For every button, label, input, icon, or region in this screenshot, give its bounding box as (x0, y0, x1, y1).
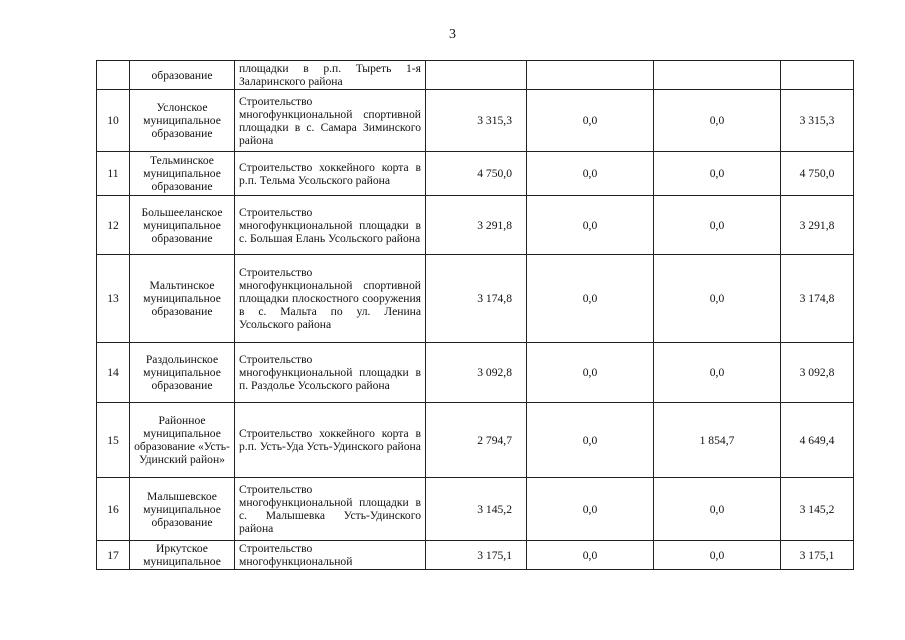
table-row (97, 90, 854, 152)
value-column-2: 0,0 (527, 152, 654, 196)
object-description: Строительство многофункциональной спортивной площадки в с. Самара Зиминского района (235, 90, 426, 152)
value-column-2 (527, 61, 654, 90)
value-column-3: 0,0 (654, 196, 781, 255)
municipality-name: Тельминское муниципальное образование (130, 152, 235, 196)
municipality-name: Услонское муниципальное образование (130, 90, 235, 152)
object-description: Строительство многофункциональной площадки в с. Малышевка Усть-Удинского района (235, 478, 426, 541)
table-row (97, 196, 854, 255)
row-number: 11 (97, 152, 130, 196)
municipality-name: Малышевское муниципальное образование (130, 478, 235, 541)
value-column-3 (654, 61, 781, 90)
municipality-name: образование (130, 61, 235, 90)
row-number: 17 (97, 541, 130, 570)
value-column-3: 0,0 (654, 343, 781, 403)
value-column-3: 0,0 (654, 152, 781, 196)
value-column-4: 3 175,1 (781, 541, 854, 570)
value-column-4: 3 315,3 (781, 90, 854, 152)
object-description: Строительство многофункциональной площадки в п. Раздолье Усольского района (235, 343, 426, 403)
value-column-3: 0,0 (654, 478, 781, 541)
municipality-name: Мальтинское муниципальное образование (130, 255, 235, 343)
value-column-2: 0,0 (527, 343, 654, 403)
value-column-3: 1 854,7 (654, 403, 781, 478)
row-number: 15 (97, 403, 130, 478)
value-column-2: 0,0 (527, 255, 654, 343)
page-number: 3 (449, 27, 456, 42)
value-column-2: 0,0 (527, 403, 654, 478)
value-column-4: 3 145,2 (781, 478, 854, 541)
value-column-4: 3 092,8 (781, 343, 854, 403)
municipality-name: Большееланское муниципальное образование (130, 196, 235, 255)
row-number: 12 (97, 196, 130, 255)
value-column-1: 2 794,7 (426, 403, 527, 478)
table-row (97, 152, 854, 196)
table-row (97, 403, 854, 478)
table-row (97, 61, 854, 90)
municipality-name: Раздольинское муниципальное образование (130, 343, 235, 403)
table-body (97, 61, 854, 570)
object-description: Строительство хоккейного корта в р.п. Усть-Уда Усть-Удинского района (235, 403, 426, 478)
value-column-1: 4 750,0 (426, 152, 527, 196)
object-description: Строительство многофункциональной спортивной площадки плоскостного сооружения в с. Мальта по ул. Ленина Усольского района (235, 255, 426, 343)
object-description: Строительство многофункциональной (235, 541, 426, 570)
value-column-2: 0,0 (527, 541, 654, 570)
row-number: 10 (97, 90, 130, 152)
value-column-1: 3 291,8 (426, 196, 527, 255)
value-column-1: 3 145,2 (426, 478, 527, 541)
value-column-1: 3 315,3 (426, 90, 527, 152)
table-row (97, 255, 854, 343)
value-column-4: 3 291,8 (781, 196, 854, 255)
value-column-3: 0,0 (654, 255, 781, 343)
value-column-3: 0,0 (654, 541, 781, 570)
municipality-name: Иркутское муниципальное (130, 541, 235, 570)
table-row (97, 541, 854, 570)
value-column-4: 4 649,4 (781, 403, 854, 478)
value-column-4 (781, 61, 854, 90)
municipality-name: Районное муниципальное образование «Усть-Удинский район» (130, 403, 235, 478)
value-column-1 (426, 61, 527, 90)
value-column-1: 3 092,8 (426, 343, 527, 403)
value-column-3: 0,0 (654, 90, 781, 152)
row-number: 13 (97, 255, 130, 343)
table-row (97, 478, 854, 541)
funding-table (96, 60, 854, 570)
row-number: 14 (97, 343, 130, 403)
value-column-1: 3 174,8 (426, 255, 527, 343)
value-column-2: 0,0 (527, 90, 654, 152)
value-column-4: 3 174,8 (781, 255, 854, 343)
table-row (97, 343, 854, 403)
value-column-2: 0,0 (527, 478, 654, 541)
value-column-1: 3 175,1 (426, 541, 527, 570)
row-number: 16 (97, 478, 130, 541)
object-description: Строительство многофункциональной площадки в с. Большая Елань Усольского района (235, 196, 426, 255)
value-column-4: 4 750,0 (781, 152, 854, 196)
value-column-2: 0,0 (527, 196, 654, 255)
object-description: площадки в р.п. Тыреть 1-я Заларинского района (235, 61, 426, 90)
row-number (97, 61, 130, 90)
object-description: Строительство хоккейного корта в р.п. Тельма Усольского района (235, 152, 426, 196)
